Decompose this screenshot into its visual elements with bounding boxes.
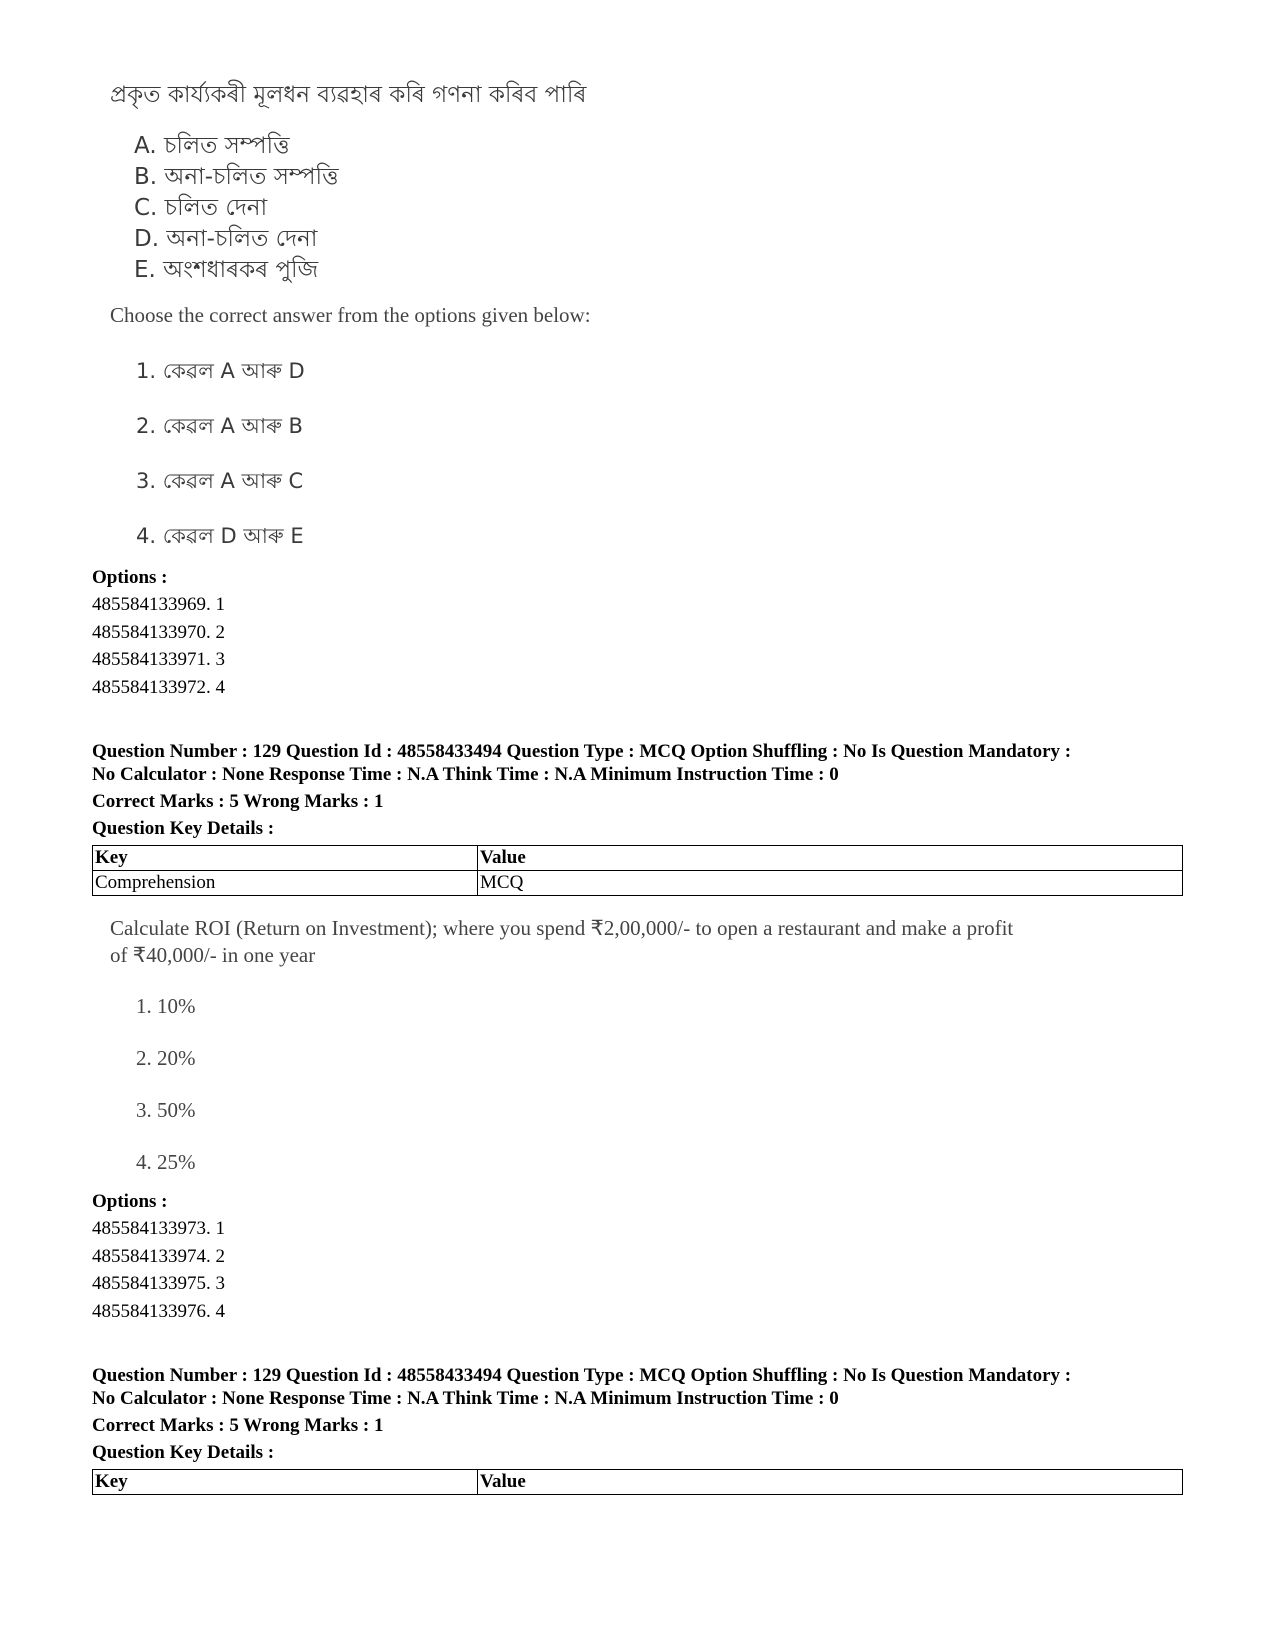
question-1-statements (134, 131, 339, 286)
choice-3: 3. 50% (136, 1098, 196, 1122)
options-title: Options : (92, 567, 168, 588)
choice-4: 4. কেৱল D আৰু E (136, 524, 304, 548)
marks-line: Correct Marks : 5 Wrong Marks : 1 (92, 791, 384, 812)
statement-a: A. চলিত সম্পত্তি (134, 133, 290, 159)
table-row (93, 871, 1183, 896)
table-header-value: Value (478, 1470, 1183, 1495)
option-item: 485584133973. 1 (92, 1218, 225, 1239)
choice-3: 3. কেৱল A আৰু C (136, 469, 304, 493)
table-cell-key: Comprehension (93, 871, 478, 896)
table-header-key: Key (93, 846, 478, 871)
key-value-table (92, 1469, 1183, 1495)
option-item: 485584133976. 4 (92, 1301, 225, 1322)
choose-instruction: Choose the correct answer from the options given below: (110, 303, 591, 327)
table-header-value: Value (478, 846, 1183, 871)
option-item: 485584133975. 3 (92, 1273, 225, 1294)
key-value-table (92, 845, 1183, 896)
table-header-key: Key (93, 1470, 478, 1495)
question-1-stem: প্ৰকৃত কাৰ্য্যকৰী মূলধন ব্যৱহাৰ কৰি গণনা কৰিব পাৰি (110, 82, 587, 108)
statement-d: D. অনা-চলিত দেনা (134, 226, 318, 252)
table-header-row (93, 846, 1183, 871)
table-header-row (93, 1470, 1183, 1495)
statement-e: E. অংশধাৰকৰ পুজি (134, 257, 319, 283)
option-item: 485584133969. 1 (92, 594, 225, 615)
option-item: 485584133971. 3 (92, 649, 225, 670)
key-details-title: Question Key Details : (92, 818, 275, 839)
marks-line: Correct Marks : 5 Wrong Marks : 1 (92, 1415, 384, 1436)
statement-b: B. অনা-চলিত সম্পত্তি (134, 164, 339, 190)
question-meta: No Calculator : None Response Time : N.A Think Time : N.A Minimum Instruction Time : 0 (92, 1388, 839, 1409)
choice-1: 1. 10% (136, 994, 196, 1018)
key-details-title: Question Key Details : (92, 1442, 275, 1463)
question-2-stem: Calculate ROI (Return on Investment); where you spend ₹2,00,000/- to open a restaurant and make a profit (110, 916, 1014, 940)
option-item: 485584133970. 2 (92, 622, 225, 643)
choice-4: 4. 25% (136, 1150, 196, 1174)
table-cell-value: MCQ (478, 871, 1183, 896)
question-meta: Question Number : 129 Question Id : 48558433494 Question Type : MCQ Option Shuffling : No Is Question Mandatory : (92, 1365, 1072, 1386)
question-2-stem: of ₹40,000/- in one year (110, 943, 316, 967)
choice-2: 2. কেৱল A আৰু B (136, 414, 303, 438)
statement-c: C. চলিত দেনা (134, 195, 268, 221)
option-item: 485584133972. 4 (92, 677, 225, 698)
options-title: Options : (92, 1191, 168, 1212)
question-meta: Question Number : 129 Question Id : 48558433494 Question Type : MCQ Option Shuffling : No Is Question Mandatory : (92, 741, 1072, 762)
question-meta: No Calculator : None Response Time : N.A Think Time : N.A Minimum Instruction Time : 0 (92, 764, 839, 785)
choice-2: 2. 20% (136, 1046, 196, 1070)
choice-1: 1. কেৱল A আৰু D (136, 359, 305, 383)
option-item: 485584133974. 2 (92, 1246, 225, 1267)
